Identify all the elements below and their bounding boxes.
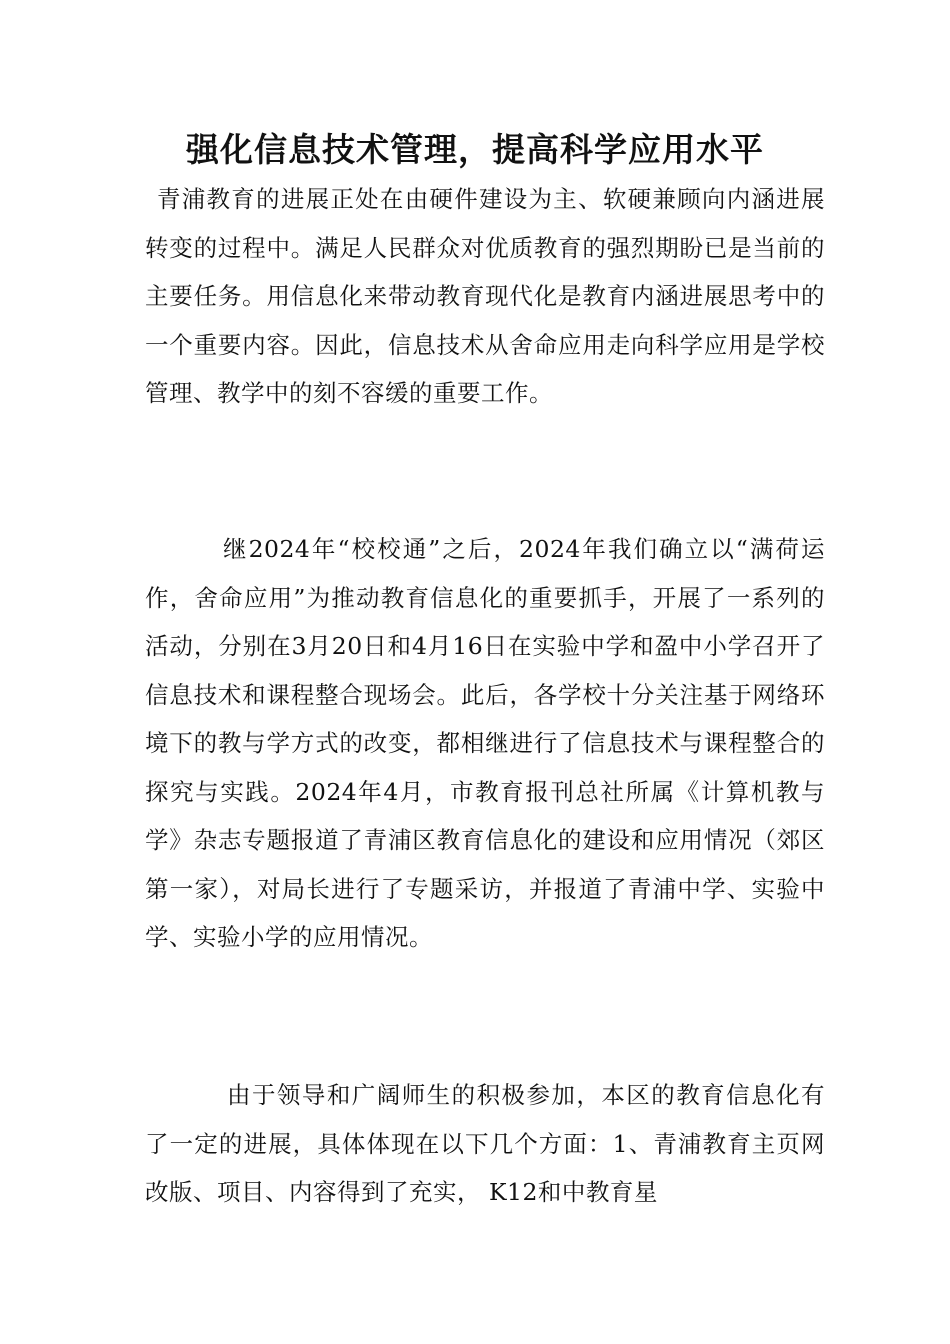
document-title: 强化信息技术管理，提高科学应用水平: [186, 130, 764, 169]
paragraph-progress: 由于领导和广阔师生的积极参加，本区的教育信息化有了一定的进展，具体体现在以下几个方面：1、青浦教育主页网改版、项目、内容得到了充实， K12和中教育星: [145, 1081, 825, 1206]
paragraph-intro: 青浦教育的进展正处在由硬件建设为主、软硬兼顾向内涵进展转变的过程中。满足人民群众对优质教育的强烈期盼已是当前的主要任务。用信息化来带动教育现代化是教育内涵进展思考中的一个重要内容。因此，信息技术从舍命应用走向科学应用是学校管理、教学中的刻不容缓的重要工作。: [145, 185, 825, 407]
paragraph-activities: 继2024年“校校通”之后，2024年我们确立以“满荷运作，舍命应用”为推动教育信息化的重要抓手，开展了一系列的活动，分别在3月20日和4月16日在实验中学和盈中小学召开了信息技术和课程整合现场会。此后，各学校十分关注基于网络环境下的教与学方式的改变，都相继进行了信息技术与课程整合的探究与实践。2024年4月，市教育报刊总社所属《计算机教与学》杂志专题报道了青浦区教育信息化的建设和应用情况（郊区第一家），对局长进行了专题采访，并报道了青浦中学、实验中学、实验小学的应用情况。: [145, 535, 825, 951]
